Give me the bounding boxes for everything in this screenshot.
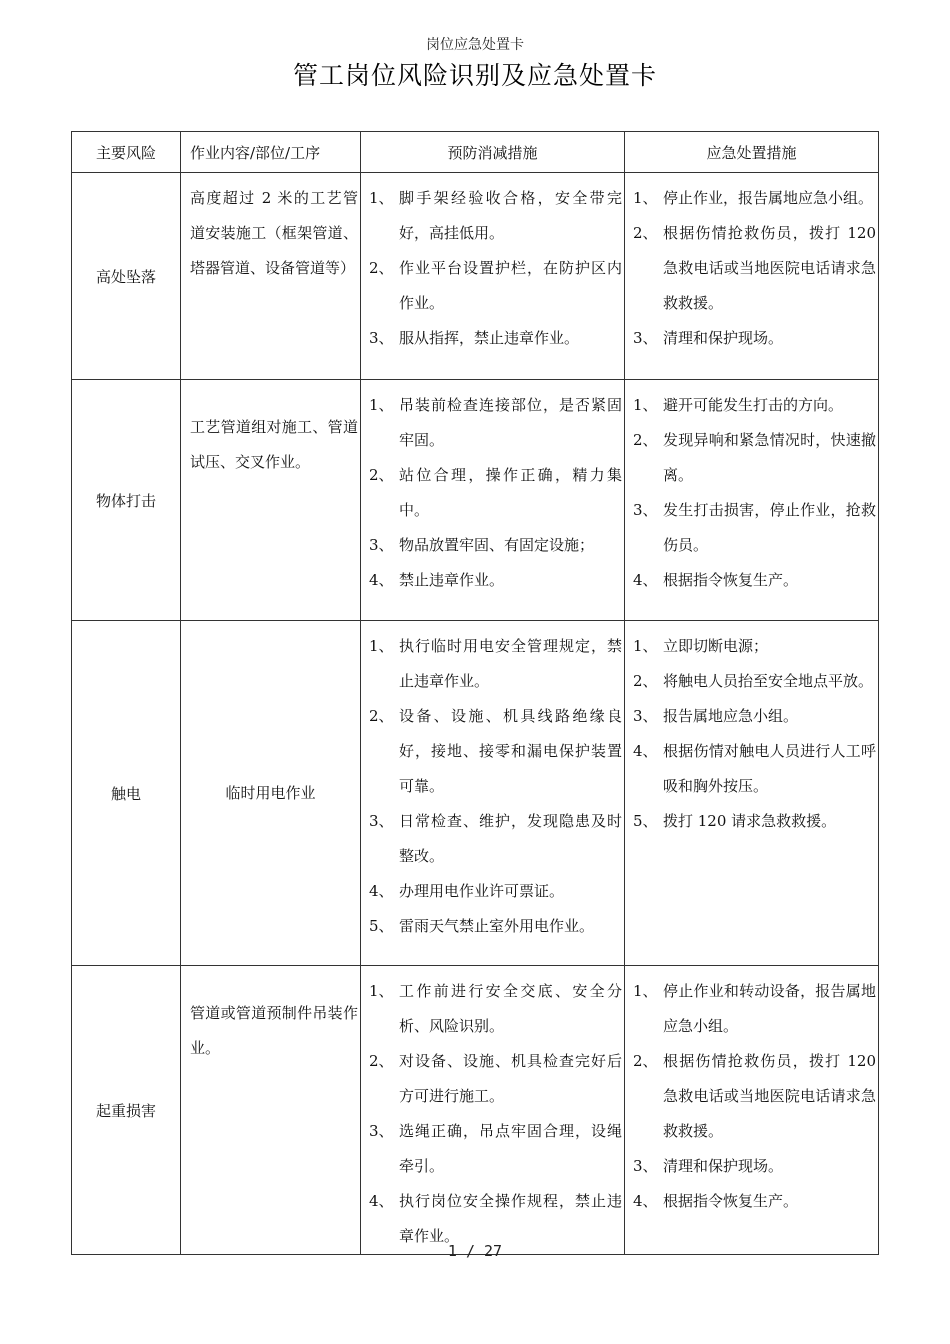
list-item: 1、 吊装前检查连接部位，是否紧固牢固。 [369,396,622,449]
list-item: 1、 停止作业和转动设备，报告属地应急小组。 [633,982,876,1035]
list-item: 2、 站位合理，操作正确，精力集中。 [369,466,622,519]
list-item: 3、 日常检查、维护，发现隐患及时整改。 [369,812,622,865]
list-item: 2、 根据伤情抢救伤员，拨打 120 急救电话或当地医院电话请求急救救援。 [633,1052,876,1140]
list-item: 4、 根据指令恢复生产。 [633,571,799,589]
list-item: 1、 立即切断电源； [633,637,769,655]
emergency-cell [625,621,879,966]
column-header-prevention: 预防消减措施 [361,132,625,173]
emergency-cell [625,966,879,1255]
page-title: 管工岗位风险识别及应急处置卡 [292,61,657,90]
table-row [72,173,879,380]
prevention-cell [361,966,625,1255]
list-item: 1、 执行临时用电安全管理规定，禁止违章作业。 [369,637,622,690]
prevention-cell [361,380,625,621]
work-cell: 临时用电作业 [181,621,361,966]
list-item: 3、 服从指挥，禁止违章作业。 [369,329,580,347]
risk-table [71,131,879,1255]
work-cell: 高度超过 2 米的工艺管道安装施工（框架管道、塔器管道、设备管道等） [181,173,361,380]
list-item: 4、 根据指令恢复生产。 [633,1192,799,1210]
list-item: 5、 雷雨天气禁止室外用电作业。 [369,917,595,935]
list-item: 2、 根据伤情抢救伤员，拨打 120 急救电话或当地医院电话请求急救救援。 [633,224,876,312]
list-item: 3、 报告属地应急小组。 [633,707,799,725]
column-header-work: 作业内容/部位/工序 [181,132,361,173]
list-item: 3、 清理和保护现场。 [633,329,784,347]
list-item: 2、 发现异响和紧急情况时，快速撤离。 [633,431,876,484]
list-item: 5、 拨打 120 请求急救救援。 [633,812,837,830]
prevention-cell [361,173,625,380]
running-header: 岗位应急处置卡 [426,37,524,53]
list-item: 2、 对设备、设施、机具检查完好后方可进行施工。 [369,1052,622,1105]
list-item: 2、 将触电人员抬至安全地点平放。 [633,672,874,690]
emergency-cell [625,173,879,380]
risk-cell: 高处坠落 [72,173,181,380]
work-cell: 工艺管道组对施工、管道试压、交叉作业。 [181,380,361,621]
list-item: 1、 脚手架经验收合格，安全带完好，高挂低用。 [369,189,622,242]
risk-cell: 起重损害 [72,966,181,1255]
column-header-risk: 主要风险 [72,132,181,173]
list-item: 3、 选绳正确，吊点牢固合理，设绳牵引。 [369,1122,622,1175]
list-item: 2、 设备、设施、机具线路绝缘良好，接地、接零和漏电保护装置可靠。 [369,707,622,795]
list-item: 1、 工作前进行安全交底、安全分析、风险识别。 [369,982,622,1035]
list-item: 2、 作业平台设置护栏，在防护区内作业。 [369,259,622,312]
risk-cell: 物体打击 [72,380,181,621]
page-number: 1 / 27 [447,1242,503,1260]
list-item: 3、 清理和保护现场。 [633,1157,784,1175]
risk-cell: 触电 [72,621,181,966]
list-item: 4、 根据伤情对触电人员进行人工呼吸和胸外按压。 [633,742,876,795]
table-row [72,380,879,621]
table-row [72,621,879,966]
column-header-emergency: 应急处置措施 [625,132,879,173]
table-header-row [72,132,879,173]
list-item: 1、 避开可能发生打击的方向。 [633,396,844,414]
list-item: 3、 发生打击损害，停止作业，抢救伤员。 [633,501,876,554]
table-row [72,966,879,1255]
list-item: 4、 办理用电作业许可票证。 [369,882,565,900]
list-item: 4、 执行岗位安全操作规程，禁止违章作业。 [369,1192,622,1245]
prevention-cell [361,621,625,966]
list-item: 3、 物品放置牢固、有固定设施； [369,536,595,554]
list-item: 4、 禁止违章作业。 [369,571,505,589]
work-cell: 管道或管道预制件吊装作业。 [181,966,361,1255]
list-item: 1、 停止作业，报告属地应急小组。 [633,189,874,207]
emergency-cell [625,380,879,621]
